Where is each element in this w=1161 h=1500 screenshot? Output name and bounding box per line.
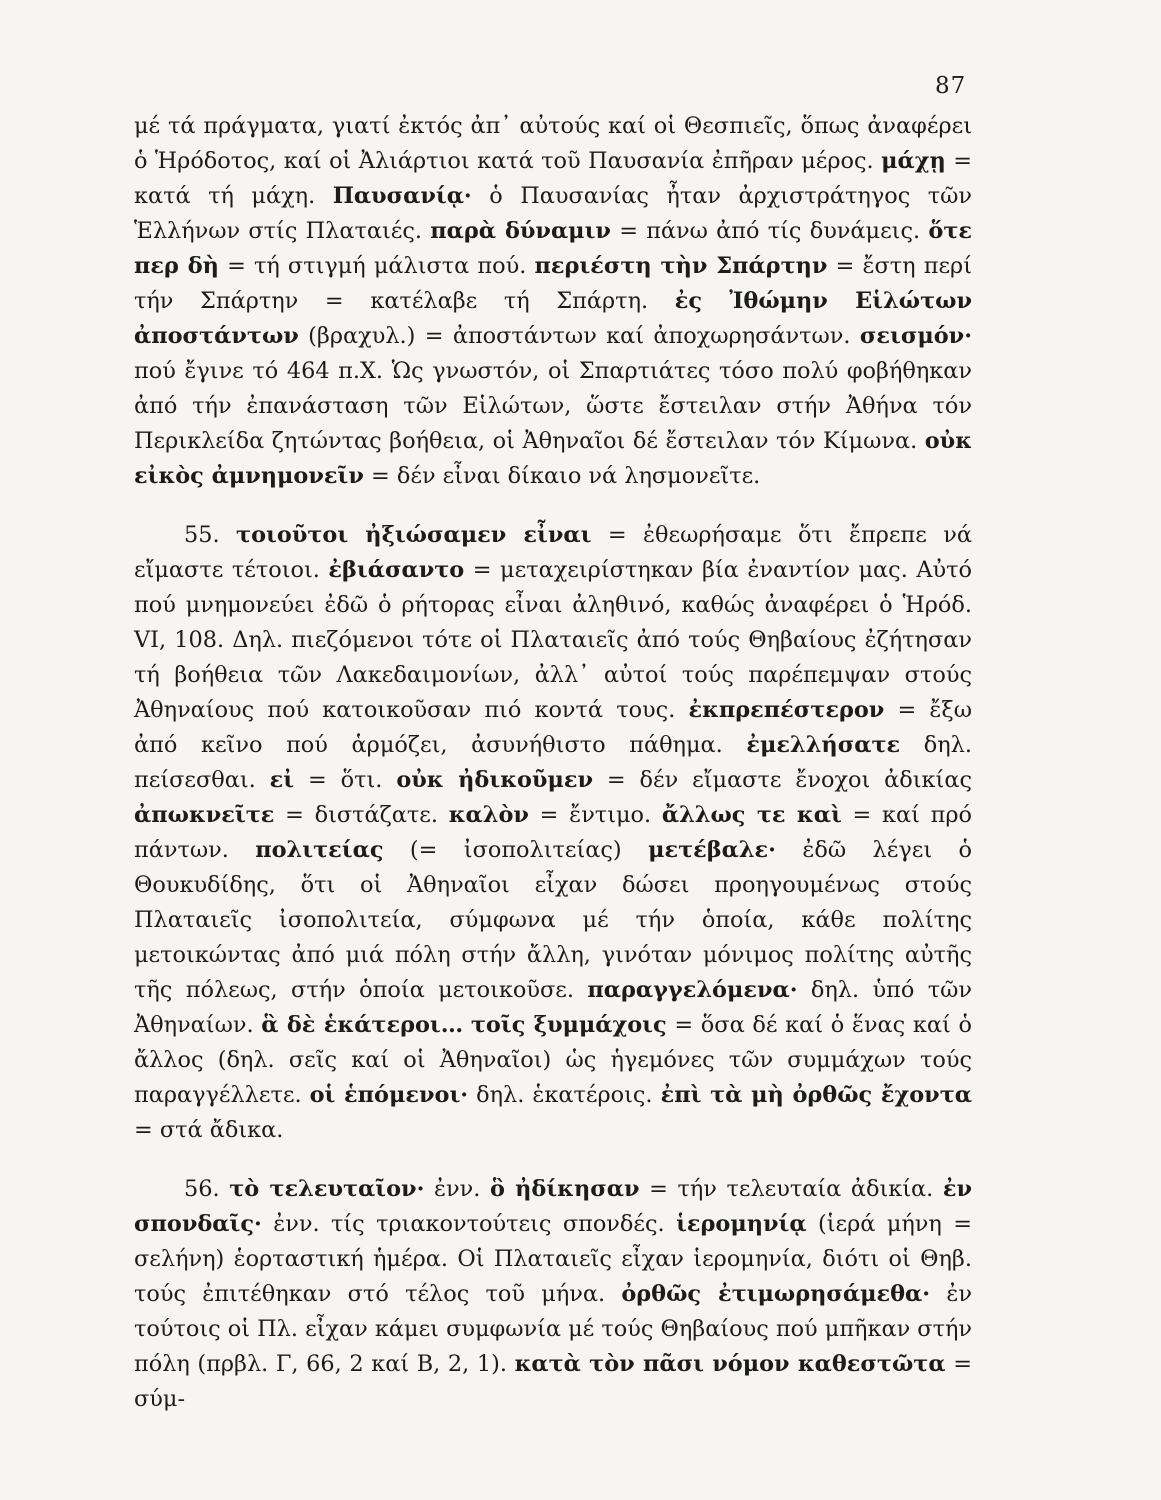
gloss-text: = ἔντιμο. (528, 802, 662, 828)
lemma-term: τὸ τελευταῖον· (229, 1176, 425, 1202)
gloss-text: (βραχυλ.) = ἀποστάντων καί ἀποχωρησάντων. (298, 323, 860, 349)
lemma-term: ἐς Ἰθώμην Εἱλώτων ἀποστάντων (134, 288, 972, 349)
gloss-text: ὁ Παυσανίας ἦταν ἀρχιστράτηγος τῶν Ἑλλήνων στίς Πλαταιές. (134, 183, 972, 244)
lemma-term: οὐκ εἰκὸς ἀμνημονεῖν (134, 428, 972, 489)
gloss-text: = δέν εἶναι δίκαιο νά λησμονεῖτε. (363, 463, 761, 489)
gloss-text: = ἔστη περί τήν Σπάρτην = κατέλαβε τή Σπάρτη. (134, 253, 972, 314)
gloss-text: δηλ. πείσεσθαι. (134, 732, 972, 793)
gloss-text: πού ἔγινε τό 464 π.Χ. Ὡς γνωστόν, οἱ Σπαρτιάτες τόσο πολύ φοβήθηκαν ἀπό τήν ἐπανάσταση τῶν Εἱλώτων, ὥστε ἔστειλαν στήν Ἀθήνα τόν Περικλείδα ζητώντας βοήθεια, οἱ Ἀθηναῖοι δέ ἔστειλαν τόν Κίμωνα. (134, 358, 972, 454)
gloss-text: = τήν τελευταία ἀδικία. (639, 1176, 943, 1202)
commentary-text (134, 109, 972, 1417)
lemma-term: τοιοῦτοι ἠξιώσαμεν εἶναι (236, 522, 592, 548)
lemma-term: οὐκ ἠδικοῦμεν (396, 767, 593, 793)
gloss-text: = ὅσα δέ καί ὁ ἕνας καί ὁ ἄλλος (δηλ. σεῖς καί οἱ Ἀθηναῖοι) ὡς ἡγεμόνες τῶν συμμάχων τούς παραγγέλλετε. (134, 1012, 972, 1108)
gloss-text: = ἐθεωρήσαμε ὅτι ἔπρεπε νά εἴμαστε τέτοιοι. (134, 522, 972, 583)
lemma-term: ἄλλως τε καὶ (661, 802, 842, 828)
gloss-text (463, 1012, 471, 1038)
gloss-text: = τή στιγμή μάλιστα πού. (218, 253, 535, 279)
lemma-term: τοῖς ξυμμάχοις (470, 1012, 667, 1038)
lemma-term: κατὰ τὸν πᾶσι νόμον καθεστῶτα (514, 1351, 946, 1377)
gloss-text: = πάνω ἀπό τίς δυνάμεις. (610, 218, 929, 244)
gloss-text: 56. (184, 1176, 230, 1202)
lemma-term: ἀπωκνεῖτε (134, 802, 275, 828)
gloss-text: = στά ἄδικα. (134, 1117, 284, 1143)
gloss-text: ἐνν. τίς τριακοντούτεις σπονδές. (261, 1211, 677, 1237)
lemma-term: ἐπὶ τὰ μὴ ὀρθῶς ἔχοντα (660, 1082, 972, 1108)
lemma-term: ἱερομηνίᾳ (676, 1211, 807, 1237)
lemma-term: ὃ ἠδίκησαν (489, 1176, 640, 1202)
paragraph-section-55 (134, 518, 972, 1148)
lemma-term: μετέβαλε· (648, 837, 776, 863)
gloss-text: = μεταχειρίστηκαν βία ἐναντίον μας. Αὐτό πού μνημονεύει ἐδῶ ὁ ρήτορας εἶναι ἀληθινό, καθώς ἀναφέρει ὁ Ἡρόδ. VI, 108. Δηλ. πιεζόμενοι τότε οἱ Πλαταιεῖς ἀπό τούς Θηβαίους ἐζήτησαν τή βοήθεια τῶν Λακεδαιμονίων, ἀλλ᾽ αὐτοί τούς παρέπεμψαν στούς Ἀθηναίους πού κατοικοῦσαν πιό κοντά τους. (134, 557, 972, 723)
gloss-text: = διστάζατε. (274, 802, 449, 828)
gloss-text: δηλ. ἑκατέροις. (468, 1082, 661, 1108)
gloss-text: (= ἰσοπολιτείας) (383, 837, 649, 863)
gloss-text: (ἱερά μήνη = σελήνη) ἑορταστική ἡμέρα. Οἱ Πλαταιεῖς εἶχαν ἱερομηνία, διότι οἱ Θηβ. τούς ἐπιτέθηκαν στό τέλος τοῦ μήνα. (134, 1211, 972, 1307)
paragraph-commentary-intro (134, 109, 972, 494)
lemma-term: εἰ (269, 767, 295, 793)
lemma-term: παραγγελόμενα· (587, 977, 798, 1003)
lemma-term: σεισμόν· (859, 323, 972, 349)
lemma-term: ἐμελλήσατε (746, 732, 901, 758)
gloss-text: ἐνν. (424, 1176, 490, 1202)
gloss-text: = σύμ- (134, 1351, 972, 1412)
gloss-text: 55. (184, 522, 237, 548)
lemma-term: οἱ ἑπόμενοι· (309, 1082, 469, 1108)
gloss-text: δηλ. ὑπό τῶν Ἀθηναίων. (134, 977, 972, 1038)
gloss-text: = ὅτι. (294, 767, 397, 793)
lemma-term: ἐβιάσαντο (328, 557, 465, 583)
lemma-term: περιέστη τὴν Σπάρτην (534, 253, 828, 279)
gloss-text: = ἔξω ἀπό κεῖνο πού ἁρμόζει, ἀσυνήθιστο πάθημα. (134, 697, 972, 758)
gloss-text: ἐν τούτοις οἱ Πλ. εἶχαν κάμει συμφωνία μέ τούς Θηβαίους πού μπῆκαν στήν πόλη (πρβλ. Γ, 66, 2 καί Β, 2, 1). (134, 1281, 972, 1377)
lemma-term: παρὰ δύναμιν (430, 218, 611, 244)
lemma-term: ἐκπρεπέστερον (688, 697, 885, 723)
lemma-term: Παυσανίᾳ· (332, 183, 472, 209)
lemma-term: ὅτε περ δὴ (134, 218, 973, 279)
paragraph-section-56 (134, 1172, 972, 1417)
gloss-text: μέ τά πράγματα, γιατί ἐκτός ἀπ᾽ αὐτούς καί οἱ Θεσπιεῖς, ὅπως ἀναφέρει ὁ Ἡρόδοτος, καί οἱ Ἀλιάρτιοι κατά τοῦ Παυσανία ἐπῆραν μέρος. (134, 113, 972, 174)
gloss-text: = κατά τή μάχη. (134, 148, 972, 209)
lemma-term: ἐν σπονδαῖς· (134, 1176, 972, 1237)
lemma-term: καλὸν (448, 802, 529, 828)
lemma-term: ἃ δὲ ἑκάτεροι… (261, 1012, 464, 1038)
page-number: 87 (935, 73, 967, 99)
lemma-term: πολιτείας (255, 837, 384, 863)
gloss-text: ἐδῶ λέγει ὁ Θουκυδίδης, ὅτι οἱ Ἀθηναῖοι εἶχαν δώσει προηγουμένως στούς Πλαταιεῖς ἰσοπολιτεία, σύμφωνα μέ τήν ὁποία, κάθε πολίτης μετοικώντας ἀπό μιά πόλη στήν ἄλλη, γινόταν μόνιμος πολίτης αὐτῆς τῆς πόλεως, στήν ὁποία μετοικοῦσε. (134, 837, 972, 1003)
lemma-term: μάχῃ (881, 148, 946, 174)
gloss-text: = δέν εἴμαστε ἔνοχοι ἀδικίας (593, 767, 972, 793)
lemma-term: ὀρθῶς ἐτιμωρησάμεθα· (621, 1281, 931, 1307)
gloss-text: = καί πρό πάντων. (134, 802, 973, 863)
